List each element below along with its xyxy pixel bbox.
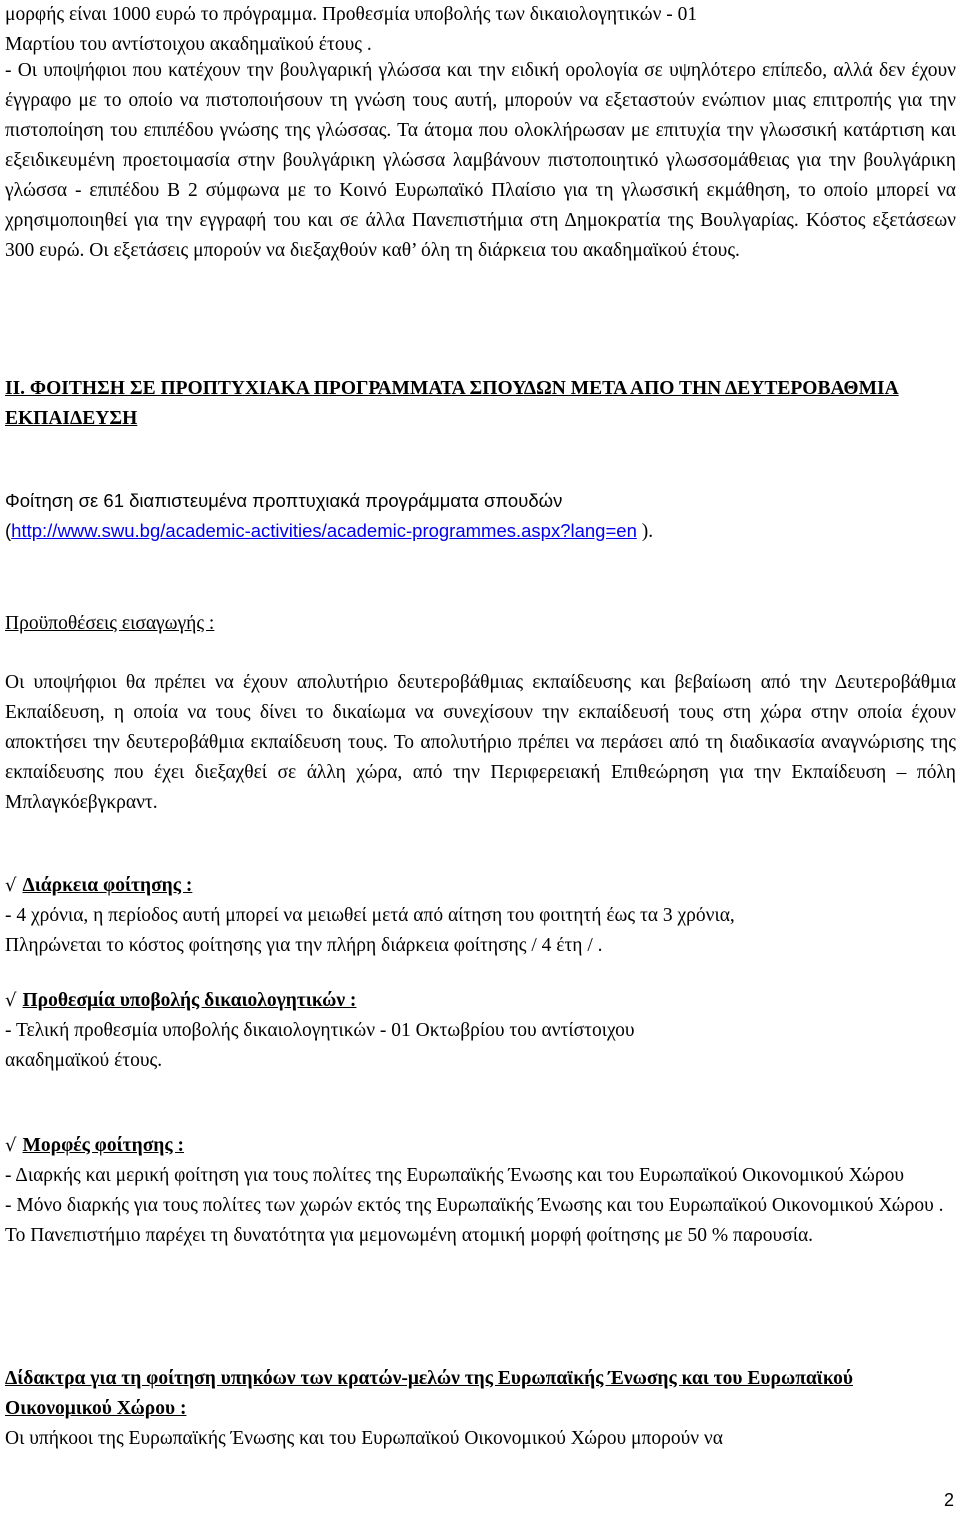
deadline-line-1: - Τελική προθεσμία υποβολής δικαιολογητικών - 01 Οκτωβρίου του αντίστοιχου — [5, 1020, 635, 1041]
academic-programmes-link[interactable]: http://www.swu.bg/academic-activities/academic-programmes.aspx?lang=en — [11, 520, 637, 541]
deadline-section — [5, 986, 956, 1076]
language-exam-text-rest: Τα άτομα που ολοκλήρωσαν με επιτυχία την γλωσσική κατάρτιση και εξειδικευμένη προετοιμασία στην βουλγάρικη γλώσσα λαμβάνουν πιστοποιητικό γλωσσομάθειας για την βουλγάρικη γλώσσα - επιπέδου B 2 σύμφωνα με το Κοινό Ευρωπαϊκό Πλαίσιο για τη γλωσσική εκμάθηση, το οποίο μπορεί να χρησιμοποιηθεί για την εγγραφή του και σε άλλα Πανεπιστήμια στη Δημοκρατία της Βουλγαρίας. Κόστος εξετάσεων 300 ευρώ. Οι εξετάσεις μπορούν να διεξαχθούν καθ’ όλη τη διάρκεια του ακαδημαϊκού έτους. — [5, 120, 956, 261]
deadline-title: Προθεσμία υποβολής δικαιολογητικών : — [22, 990, 357, 1011]
programs-link-line: (http://www.swu.bg/academic-activities/academic-programmes.aspx?lang=en ). — [5, 520, 654, 542]
section-2-title: II. ΦΟΙΤΗΣΗ ΣΕ ΠΡΟΠΤΥΧΙΑΚΑ ΠΡΟΓΡΑΜΜΑΤΑ ΣΠΟΥΔΩΝ ΜΕΤΑ ΑΠΟ ΤΗΝ ΔΕΥΤΕΡΟΒΑΘΜΙΑ ΕΚΠΑΙΔΕΥΣΗ — [5, 378, 899, 429]
deadline-heading — [5, 986, 956, 1016]
forms-heading — [5, 1131, 956, 1161]
intro-fee-paragraph — [5, 0, 956, 60]
duration-section — [5, 871, 956, 961]
fees-section — [5, 1364, 956, 1454]
forms-title: Μορφές φοίτησης : — [22, 1135, 184, 1156]
duration-title: Διάρκεια φοίτησης : — [22, 875, 193, 896]
checkmark-icon: √ — [5, 990, 17, 1011]
forms-section — [5, 1131, 956, 1251]
duration-line-2: Πληρώνεται το κόστος φοίτησης για την πλήρη διάρκεια φοίτησης / 4 έτη / . — [5, 935, 603, 956]
checkmark-icon: √ — [5, 875, 17, 896]
page-number: 2 — [943, 1490, 954, 1510]
language-exam-paragraph — [5, 56, 956, 266]
duration-line-1: - 4 χρόνια, η περίοδος αυτή μπορεί να μειωθεί μετά από αίτηση του φοιτητή έως τα 3 χρόνια, — [5, 905, 735, 926]
admission-title: Προϋποθέσεις εισαγωγής : — [5, 613, 215, 634]
duration-heading — [5, 871, 956, 901]
intro-line-1: μορφής είναι 1000 ευρώ το πρόγραμμα. Προθεσμία υποβολής των δικαιολογητικών - 01 — [5, 4, 698, 25]
intro-line-2: Μαρτίου του αντίστοιχου ακαδημαϊκού έτους . — [5, 34, 372, 55]
forms-line-1: - Διαρκής και μερική φοίτηση για τους πολίτες της Ευρωπαϊκής Ένωσης και του Ευρωπαϊκού Οικονομικού Χώρου — [5, 1165, 904, 1186]
programs-paragraph — [5, 486, 956, 547]
language-exam-text-start: - Οι υποψήφιοι που κατέχουν την βουλγαρική γλώσσα και την ειδική ορολογία σε υψηλότερο επίπεδο, αλλά δεν έχουν έγγραφο με το οποίο να πιστοποιήσουν τη γνώση τους αυτή, μπορούν να εξεταστούν ενώπιον μιας επιτροπής για την πιστοποίηση του επιπέδου γνώσης της γλώσσας. — [5, 60, 956, 141]
checkmark-icon: √ — [5, 1135, 17, 1156]
programs-text: Φοίτηση σε 61 διαπιστευμένα προπτυχιακά προγράμματα σπουδών — [5, 490, 563, 511]
fees-text: Οι υπήκοοι της Ευρωπαϊκής Ένωσης και του Ευρωπαϊκού Οικονομικού Χώρου μπορούν να — [5, 1428, 723, 1449]
forms-line-2: - Μόνο διαρκής για τους πολίτες των χωρών εκτός της Ευρωπαϊκής Ένωσης και του Ευρωπαϊκού Οικονομικού Χώρου . — [5, 1195, 944, 1216]
deadline-line-2: ακαδημαϊκού έτους. — [5, 1050, 163, 1071]
admission-paragraph: Οι υποψήφιοι θα πρέπει να έχουν απολυτήριο δευτεροβάθμιας εκπαίδευσης και βεβαίωση από την Δευτεροβάθμια Εκπαίδευση, η οποία να τους δίνει το δικαίωμα να συνεχίσουν την εκπαίδευσή τους στη χώρα στην οποία έχουν αποκτήσει την δευτεροβάθμια εκπαίδευση τους. Το απολυτήριο πρέπει να περάσει από τη διαδικασία αναγνώρισης της εκπαίδευσης που έχει διεξαχθεί σε άλλη χώρα, από την Περιφερειακή Επιθεώρηση για την Εκπαίδευση – πόλη Μπλαγκόεβγκραντ. — [5, 672, 956, 813]
forms-line-3: Το Πανεπιστήμιο παρέχει τη δυνατότητα για μεμονωμένη ατομική μορφή φοίτησης με 50 % παρουσία. — [5, 1225, 814, 1246]
fees-title: Δίδακτρα για τη φοίτηση υπηκόων των κρατών-μελών της Ευρωπαϊκής Ένωσης και του Ευρωπαϊκού Οικονομικού Χώρου : — [5, 1368, 853, 1419]
